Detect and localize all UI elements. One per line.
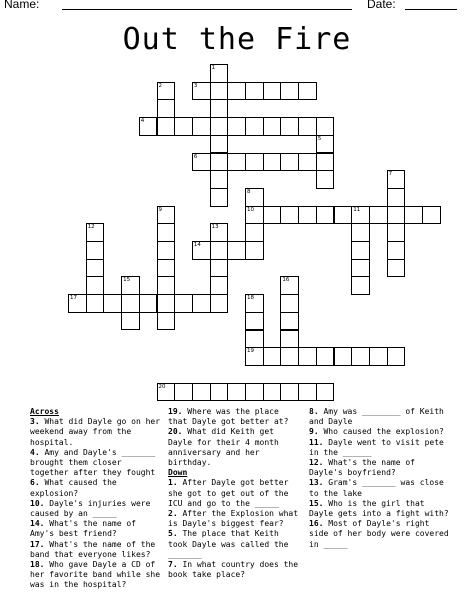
clue-text: 20. What did Keith get Dayle for their 4 month anniversary and her birthday. [168,427,279,468]
grid-cell[interactable] [298,206,317,225]
grid-cell[interactable] [369,347,388,366]
grid-cell[interactable] [210,117,229,136]
grid-cell[interactable] [387,170,406,189]
grid-cell[interactable] [139,117,158,136]
clue-number: 8 [247,188,251,195]
grid-cell[interactable] [351,223,370,242]
clue-column-3 [309,407,449,550]
grid-cell[interactable] [404,206,423,225]
grid-cell[interactable] [422,206,441,225]
grid-cell[interactable] [86,259,105,278]
grid-cell[interactable] [263,117,282,136]
clue-number-label: 19. [168,407,183,416]
grid-cell[interactable] [157,82,176,101]
grid-cell[interactable] [280,294,299,313]
grid-cell[interactable] [316,347,335,366]
name-label: Name: [4,0,40,11]
grid-cell[interactable] [157,241,176,260]
grid-cell[interactable] [157,206,176,225]
grid-cell[interactable] [157,383,176,402]
clue-column-1 [30,407,162,591]
clue-text: 4. Amy and Dayle's _______ brought them closer together after they fought [30,447,156,478]
clue-number-label: 2. [168,509,178,519]
grid-cell[interactable] [316,170,335,189]
grid-cell[interactable] [263,82,282,101]
clue-number-label: 16. [309,519,324,529]
puzzle-title: Out the Fire [122,22,352,57]
grid-cell[interactable] [280,347,299,366]
clue-text: 11. Dayle went to visit pete in the ______ [309,437,444,457]
grid-cell[interactable] [280,312,299,331]
clue-number: 12 [87,224,95,231]
grid-cell[interactable] [192,117,211,136]
clue-number-label: 4. [30,447,40,457]
grid-cell[interactable] [316,206,335,225]
grid-cell[interactable] [121,294,140,313]
clue-number-label: 1. [168,478,178,488]
clue-number-label: 20. [168,427,183,437]
grid-cell[interactable] [103,294,122,313]
clue-number-label: 6. [30,478,40,488]
grid-cell[interactable] [210,82,229,101]
clue-number: 11 [353,206,361,213]
clue-number-label: 17. [30,539,45,549]
grid-cell[interactable] [210,294,229,313]
grid-cell[interactable] [351,276,370,295]
clue-number-label: 10. [30,498,45,508]
grid-cell[interactable] [86,276,105,295]
grid-cell[interactable] [245,82,264,101]
grid-cell[interactable] [210,276,229,295]
clue-text: 12. What's the name of Dayle's boyfriend? [309,458,415,478]
grid-cell[interactable] [157,99,176,118]
grid-cell[interactable] [210,259,229,278]
grid-cell[interactable] [280,82,299,101]
grid-cell[interactable] [157,276,176,295]
clue-text: 15. Who is the girl that Dayle gets into a fight with? [309,498,449,519]
clue-column-2 [168,407,301,580]
grid-cell[interactable] [245,294,264,313]
clue-number: 4 [140,118,145,125]
grid-cell[interactable] [263,347,282,366]
section-heading: Down [168,468,188,478]
grid-cell[interactable] [316,135,335,154]
grid-cell[interactable] [263,153,282,172]
grid-cell[interactable] [245,312,264,331]
grid-cell[interactable] [298,347,317,366]
clue-number: 14 [193,242,201,248]
date-label: Date: [367,0,396,11]
grid-cell[interactable] [245,383,264,402]
grid-cell[interactable] [298,117,317,136]
clue-number: 18 [247,295,254,302]
clue-number: 10 [247,206,254,213]
grid-cell[interactable] [210,153,229,172]
grid-cell[interactable] [263,206,282,225]
grid-cell[interactable] [210,64,229,83]
grid-cell[interactable] [280,117,299,136]
grid-cell[interactable] [210,135,229,154]
clue-text: 10. Dayle's injuries were caused by an _____ [30,498,151,519]
grid-cell[interactable] [298,383,317,402]
grid-cell[interactable] [174,117,193,136]
clue-number: 3 [193,82,198,89]
clue-text: 13. Gram's _______ was close to the lake [309,478,444,498]
grid-cell[interactable] [174,383,193,402]
grid-cell[interactable] [174,294,193,313]
grid-cell[interactable] [298,82,317,101]
grid-cell[interactable] [280,383,299,402]
grid-cell[interactable] [210,99,229,118]
grid-cell[interactable] [227,117,246,136]
clue-number-label: 13. [309,478,324,488]
grid-cell[interactable] [68,294,87,313]
clue-number: 7 [388,171,393,178]
clue-number-label: 3. [30,417,40,427]
grid-cell[interactable] [192,153,211,172]
clue-number: 15 [123,277,131,284]
grid-cell[interactable] [210,241,229,260]
grid-cell[interactable] [192,82,211,101]
grid-cell[interactable] [139,294,158,313]
clue-text: 1. After Dayle got better she got to get out of the ICU and go to the _____ [168,478,289,508]
grid-cell[interactable] [86,241,105,260]
grid-cell[interactable] [245,241,264,260]
grid-cell[interactable] [86,223,105,242]
clue-text: 14. What's the name of Amy's best friend? [30,519,136,539]
grid-cell[interactable] [121,312,140,331]
grid-cell[interactable] [334,347,353,366]
grid-cell[interactable] [210,223,229,242]
grid-cell[interactable] [245,153,264,172]
clue-text: 6. What caused the explosion? [30,478,117,498]
grid-cell[interactable] [351,241,370,260]
clue-text: 8. Amy was ________ of Keith and Dayle [309,407,444,427]
clue-text: 19. Where was the place that Dayle got better at? [168,407,289,427]
grid-cell[interactable] [210,383,229,402]
grid-cell[interactable] [245,223,264,242]
grid-cell[interactable] [387,223,406,242]
grid-cell[interactable] [351,259,370,278]
clue-text: 9. Who caused the explosion? [309,427,444,437]
clue-text: 7. In what country does the book take place? [168,560,299,580]
grid-cell[interactable] [192,383,211,402]
grid-cell[interactable] [86,294,105,313]
grid-cell[interactable] [334,206,353,225]
grid-cell[interactable] [387,347,406,366]
clue-number: 6 [193,153,198,160]
clue-text: 16. Most of Dayle's right side of her body were covered in _____ [309,519,449,549]
clue-text: 3. What did Dayle go on her weekend away from the hospital. [30,417,161,447]
grid-cell[interactable] [227,383,246,402]
clue-number: 19 [247,348,254,355]
grid-cell[interactable] [227,82,246,101]
grid-cell[interactable] [157,312,176,331]
clue-number-label: 11. [309,437,324,447]
grid-cell[interactable] [351,347,370,366]
clue-text: 2. After the Explosion what is Dayle's biggest fear? [168,509,299,529]
clue-number-label: 18. [30,560,45,570]
clue-number-label: 5. [168,529,178,539]
clue-number-label: 8. [309,407,319,416]
grid-cell[interactable] [157,259,176,278]
grid-cell[interactable] [263,383,282,402]
clue-text: 18. Who gave Dayle a CD of her favorite band while she was in the hospital? [30,560,161,590]
grid-cell[interactable] [387,241,406,260]
grid-cell[interactable] [157,223,176,242]
clue-number-label: 9. [309,427,319,437]
grid-cell[interactable] [245,347,264,366]
grid-cell[interactable] [245,330,264,349]
grid-cell[interactable] [387,188,406,207]
clue-number-label: 12. [309,458,324,468]
grid-cell[interactable] [157,117,176,136]
clue-text: 5. The place that Keith took Dayle was called the _______ [168,529,289,559]
clue-number: 17 [70,295,77,302]
grid-cell[interactable] [351,206,370,225]
grid-cell[interactable] [227,153,246,172]
grid-cell[interactable] [245,188,264,207]
grid-cell[interactable] [316,117,335,136]
clue-number: 1 [211,65,216,71]
grid-cell[interactable] [245,117,264,136]
grid-cell[interactable] [192,241,211,260]
clue-number: 5 [317,135,322,142]
grid-cell[interactable] [192,294,211,313]
clue-number: 20 [158,383,166,390]
clue-text: 17. What's the name of the band that everyone likes? [30,539,156,559]
clue-number: 2 [158,82,162,89]
clue-number: 9 [158,206,162,213]
grid-cell[interactable] [227,241,246,260]
grid-cell[interactable] [369,206,388,225]
grid-cell[interactable] [298,153,317,172]
grid-cell[interactable] [280,330,299,349]
clue-number: 16 [282,277,290,284]
grid-cell[interactable] [280,276,299,295]
grid-cell[interactable] [210,170,229,189]
section-heading: Across [30,407,59,416]
clue-number-label: 7. [168,560,178,570]
grid-cell[interactable] [157,294,176,313]
grid-cell[interactable] [316,153,335,172]
grid-cell[interactable] [387,206,406,225]
grid-cell[interactable] [280,153,299,172]
grid-cell[interactable] [245,206,264,225]
clue-number: 13 [211,224,219,231]
clue-number-label: 15. [309,498,324,508]
grid-cell[interactable] [210,188,229,207]
grid-cell[interactable] [316,383,335,402]
grid-cell[interactable] [387,259,406,278]
clue-number-label: 14. [30,519,45,529]
grid-cell[interactable] [121,276,140,295]
grid-cell[interactable] [280,206,299,225]
